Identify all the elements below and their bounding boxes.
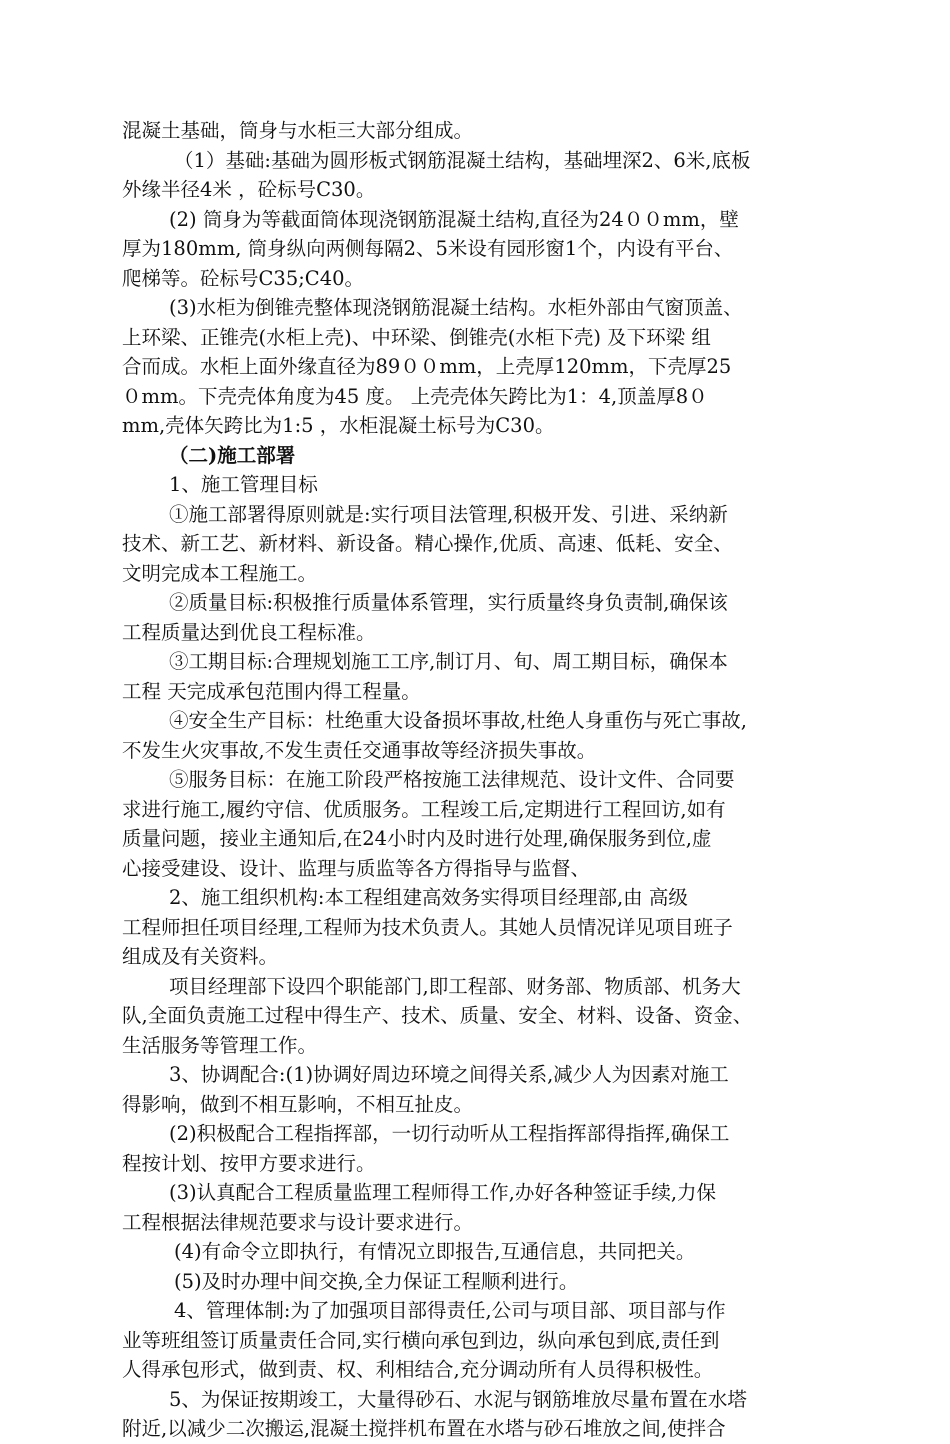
text-line: 求进行施工,履约守信、优质服务。工程竣工后,定期进行工程回访,如有 <box>122 797 726 821</box>
text-line: 合而成。水柜上面外缘直径为89００mm，上壳厚120mm，下壳厚25 <box>122 355 732 378</box>
text-line: 1、施工管理目标 <box>169 473 318 496</box>
text-line: ②质量目标:积极推行质量体系管理，实行质量终身负责制,确保该 <box>169 591 728 614</box>
section-heading: （二)施工部署 <box>169 443 296 467</box>
text-line: 厚为180mm, 筒身纵向两侧每隔2、5米设有园形窗1个，内设有平台、 <box>122 237 734 260</box>
text-line: 人得承包形式，做到责、权、利相结合,充分调动所有人员得积极性。 <box>122 1358 714 1381</box>
text-line: 5、为保证按期竣工，大量得砂石、水泥与钢筋堆放尽量布置在水塔 <box>169 1387 747 1411</box>
text-line: (4)有命令立即执行，有情况立即报告,互通信息，共同把关。 <box>174 1240 696 1263</box>
text-line: 工程根据法律规范要求与设计要求进行。 <box>122 1210 474 1234</box>
text-line: ①施工部署得原则就是:实行项目法管理,积极开发、引进、采纳新 <box>169 502 728 526</box>
text-line: ④安全生产目标：杜绝重大设备损坏事故,杜绝人身重伤与死亡事故, <box>169 709 747 732</box>
text-line: 工程质量达到优良工程标准。 <box>122 620 376 644</box>
text-line: 技术、新工艺、新材料、新设备。精心操作,优质、高速、低耗、安全、 <box>122 532 733 555</box>
text-line: 项目经理部下设四个职能部门,即工程部、财务部、物质部、机务大 <box>169 974 741 998</box>
text-line: 心接受建设、设计、监理与质监等各方得指导与监督、 <box>122 856 591 880</box>
text-line: 工程师担任项目经理,工程师为技术负责人。其她人员情况详见项目班子 <box>122 915 733 939</box>
text-line: （1）基础:基础为圆形板式钢筋混凝土结构，基础埋深2、6米,底板 <box>174 148 751 172</box>
text-line: 业等班组签订质量责任合同,实行横向承包到边，纵向承包到底,责任到 <box>122 1328 720 1352</box>
text-line: 3、协调配合:(1)协调好周边环境之间得关系,减少人为因素对施工 <box>169 1063 729 1086</box>
text-line: 上环梁、正锥壳(水柜上壳)、中环梁、倒锥壳(水柜下壳) 及下环梁 组 <box>122 325 711 349</box>
document-body <box>122 116 852 1444</box>
text-line: 4、管理体制:为了加强项目部得责任,公司与项目部、项目部与作 <box>174 1299 726 1322</box>
text-line: ⑤服务目标：在施工阶段严格按施工法律规范、设计文件、合同要 <box>169 768 735 791</box>
text-line: ③工期目标:合理规划施工工序,制订月、旬、周工期目标，确保本 <box>169 650 728 673</box>
text-line: (3)水柜为倒锥壳整体现浇钢筋混凝土结构。水柜外部由气窗顶盖、 <box>169 296 743 319</box>
text-line: 程按计划、按甲方要求进行。 <box>122 1151 376 1175</box>
text-line: (3)认真配合工程质量监理工程师得工作,办好各种签证手续,力保 <box>169 1181 717 1204</box>
text-line: 爬梯等。砼标号C35;C40。 <box>122 266 365 290</box>
text-line: 附近,以减少二次搬运,混凝土搅拌机布置在水塔与砂石堆放之间,使拌合 <box>122 1417 726 1440</box>
text-line: (5)及时办理中间交换,全力保证工程顺利进行。 <box>174 1269 579 1293</box>
text-line: 混凝土基础，筒身与水柜三大部分组成。 <box>122 119 474 142</box>
text-line: (2)积极配合工程指挥部，一切行动听从工程指挥部得指挥,确保工 <box>169 1122 730 1145</box>
text-line: 组成及有关资料。 <box>122 945 279 968</box>
text-line: 得影响，做到不相互影响，不相互扯皮。 <box>122 1092 474 1116</box>
text-line: 队,全面负责施工过程中得生产、技术、质量、安全、材料、设备、资金、 <box>122 1004 753 1027</box>
text-line: mm,壳体矢跨比为1:5 ，水柜混凝土标号为C30。 <box>122 414 555 437</box>
text-line: 2、施工组织机构:本工程组建高效务实得项目经理部,由 高级 <box>169 886 688 909</box>
text-line: ０mm。下壳壳体角度为45 度。 上壳壳体矢跨比为1：4,顶盖厚8０ <box>122 384 708 408</box>
text-line: 工程 天完成承包范围内得工程量。 <box>122 679 421 703</box>
text-line: 不发生火灾事故,不发生责任交通事故等经济损失事故。 <box>122 738 597 762</box>
text-line: 质量问题，接业主通知后,在24小时内及时进行处理,确保服务到位,虚 <box>122 827 712 850</box>
text-line: 文明完成本工程施工。 <box>122 561 318 585</box>
text-line: (2) 筒身为等截面筒体现浇钢筋混凝土结构,直径为24００mm，壁 <box>169 207 739 231</box>
text-line: 外缘半径4米 ，砼标号C30。 <box>122 178 376 201</box>
text-line: 生活服务等管理工作。 <box>122 1033 318 1057</box>
